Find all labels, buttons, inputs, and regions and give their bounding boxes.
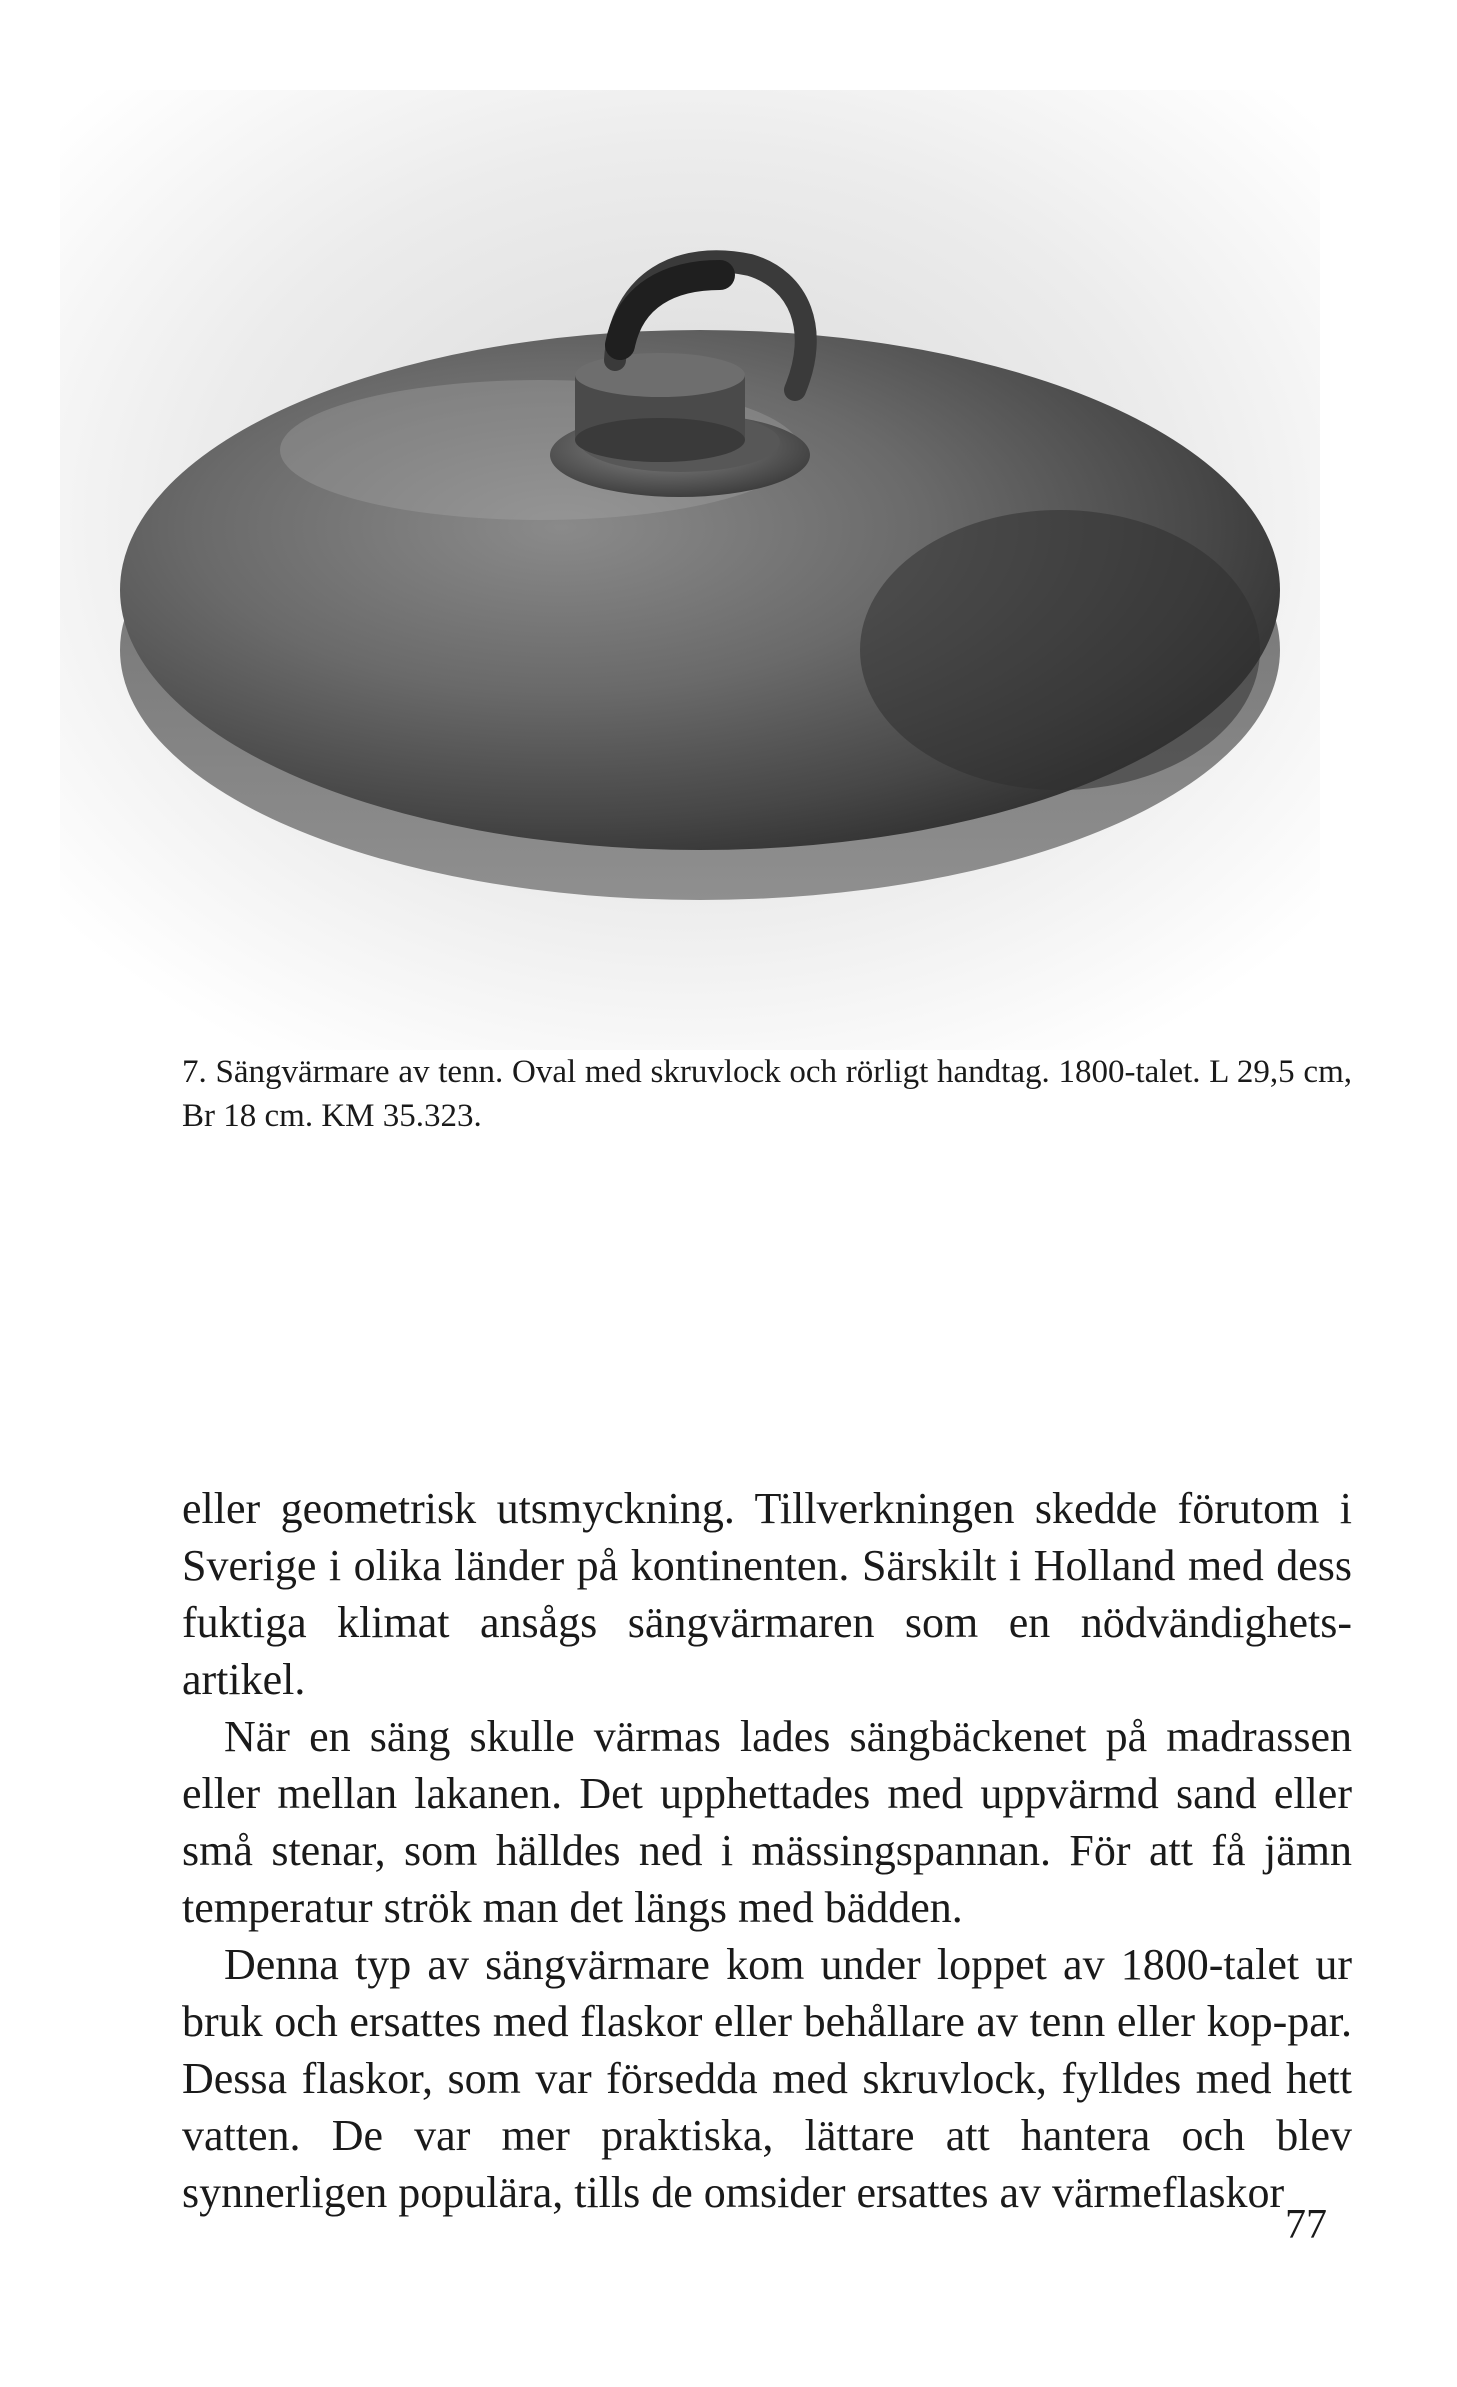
paragraph: Denna typ av sängvärmare kom under loppet av 1800-talet ur bruk och ersattes med flaskor eller behållare av tenn eller kop-par. Dessa flaskor, som var försedda med skruvlock, fylldes med hett vatten. De var mer praktiska, lättare att hantera och blev synnerligen populära, tills de omsider ersattes av värmeflaskor bbox=[182, 1940, 1352, 2217]
bed-warmer-photo bbox=[60, 90, 1320, 1050]
figure-caption bbox=[182, 1050, 1352, 1138]
paragraph: När en säng skulle värmas lades sängbäckenet på madrassen eller mellan lakanen. Det upphettades med uppvärmd sand eller små stenar, som hälldes ned i mässingspannan. För att få jämn temperatur strök man det längs med bädden. bbox=[182, 1712, 1352, 1932]
body-text bbox=[182, 1480, 1352, 2221]
paragraph: eller geometrisk utsmyckning. Tillverkningen skedde förutom i Sverige i olika länder på kontinenten. Särskilt i Holland med dess fuktiga klimat ansågs sängvärmaren som en nödvändighets-artikel. bbox=[182, 1484, 1352, 1704]
page-number: 77 bbox=[1285, 2202, 1327, 2248]
caption-text: 7. Sängvärmare av tenn. Oval med skruvlock och rörligt handtag. 1800-talet. L 29,5 cm, Br 18 cm. KM 35.323. bbox=[182, 1054, 1352, 1134]
